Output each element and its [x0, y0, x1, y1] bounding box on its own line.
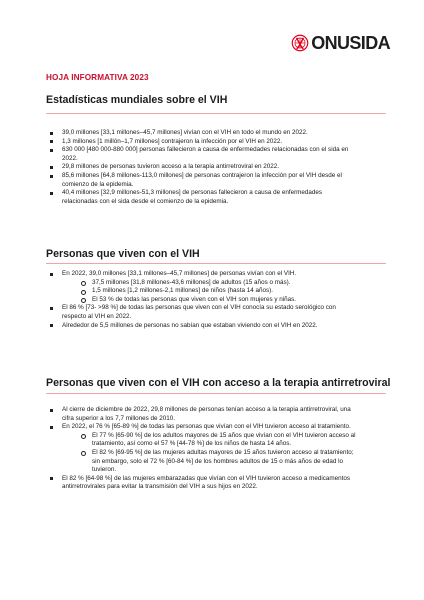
sub-bullet-item: El 53 % de todas las personas que viven con el VIH son mujeres y niñas.: [62, 296, 358, 305]
onusida-logo: [291, 34, 390, 52]
un-emblem-with-red-ribbon-icon: [291, 34, 309, 52]
bullet-item: [46, 406, 358, 423]
sub-bullet-list: [62, 432, 358, 475]
bullet-item: [46, 322, 358, 331]
bullet-text: En 2022, el 76 % [65-89 %] de todas las personas que vivían con el VIH tuvieron acceso al tratamiento.: [62, 423, 351, 431]
section-title-personas-vih: Personas que viven con el VIH: [46, 248, 200, 260]
bullet-text: El 82 % [64-98 %] de las mujeres embarazadas que vivían con el VIH tuvieron acceso a medicamentos antirretrovirales para evitar la transmisión del VIH a sus hijos en 2022.: [62, 474, 351, 491]
document-kicker: HOJA INFORMATIVA 2023: [46, 73, 149, 82]
section-list-estadisticas: [46, 129, 358, 206]
bullet-text: 29,8 millones de personas tuvieron acceso a la terapia antirretroviral en 2022.: [62, 163, 280, 171]
bullet-text: Al cierre de diciembre de 2022, 29,8 millones de personas tenían acceso a la terapia antirretroviral, una cifra superior a los 7,7 millones de 2010.: [62, 406, 351, 422]
bullet-text: En 2022, 39,0 millones [33,1 millones–45,7 millones] de personas vivían con el VIH.: [62, 270, 297, 277]
bullet-text: 1,3 millones [1 millón–1,7 millones] contrajeron la infección por el VIH en 2022.: [62, 137, 283, 145]
bullet-item: [46, 172, 358, 189]
bullet-item: [46, 423, 358, 475]
logo-wordmark: ONUSIDA: [311, 33, 390, 53]
sub-bullet-item: El 82 % [69-95 %] de las mujeres adultas mayores de 15 años tuvieron acceso al tratamiento; sin embargo, solo el 72 % [60-84 %] de los hombres adultos de 15 o más años de edad lo tuvieron.: [62, 449, 358, 475]
sub-bullet-item: El 77 % [65-90 %] de los adultos mayores de 15 años que vivían con el VIH tuvieron acceso al tratamiento, así como el 57 % [44-78 %] de los niños de hasta 14 años.: [62, 432, 358, 449]
section-list-personas-vih: [46, 270, 358, 330]
bullet-item: [46, 189, 358, 206]
bullet-item: [46, 163, 358, 172]
bullet-item: [46, 270, 358, 304]
section-title-estadisticas: Estadísticas mundiales sobre el VIH: [46, 94, 228, 106]
section-divider: [46, 113, 386, 114]
section-divider: [46, 393, 386, 394]
sub-bullet-list: [62, 279, 358, 305]
bullet-text: 39,0 millones [33,1 millones–45,7 millones] vivían con el VIH en todo el mundo en 2022.: [62, 129, 308, 136]
bullet-item: [46, 138, 358, 147]
bullet-item: [46, 304, 358, 321]
section-divider: [46, 263, 386, 264]
bullet-text: Alrededor de 5,5 millones de personas no sabían que estaban viviendo con el VIH en 2022.: [62, 321, 318, 329]
sub-bullet-item: 37,5 millones [31,8 millones-43,6 millones] de adultos (15 años o más).: [62, 279, 358, 288]
bullet-item: [46, 475, 358, 492]
section-title-terapia-antirretroviral: Personas que viven con el VIH con acceso a la terapia antirretroviral: [46, 377, 391, 389]
bullet-item: [46, 146, 358, 163]
section-list-terapia: [46, 406, 358, 492]
sub-bullet-item: 1,5 millones [1,2 millones-2,1 millones] de niños (hasta 14 años).: [62, 287, 358, 296]
bullet-text: 40,4 millones [32,9 millones-51,3 millones] de personas fallecieron a causa de enfermedades relacionadas con el sida desde el comienzo de la epidemia.: [62, 189, 323, 205]
bullet-text: El 86 % [73- >98 %] de todas las personas que viven con el VIH conocía su estado serológico con respecto al VIH en 2022.: [62, 304, 336, 320]
bullet-item: [46, 129, 358, 138]
bullet-text: 630 000 [480 000-880 000] personas fallecieron a causa de enfermedades relacionadas con el sida en 2022.: [62, 146, 349, 162]
bullet-text: 85,6 millones [64,8 millones-113,0 millones] de personas contrajeron la infección por el VIH desde el comienzo de la epidemia.: [62, 171, 342, 188]
